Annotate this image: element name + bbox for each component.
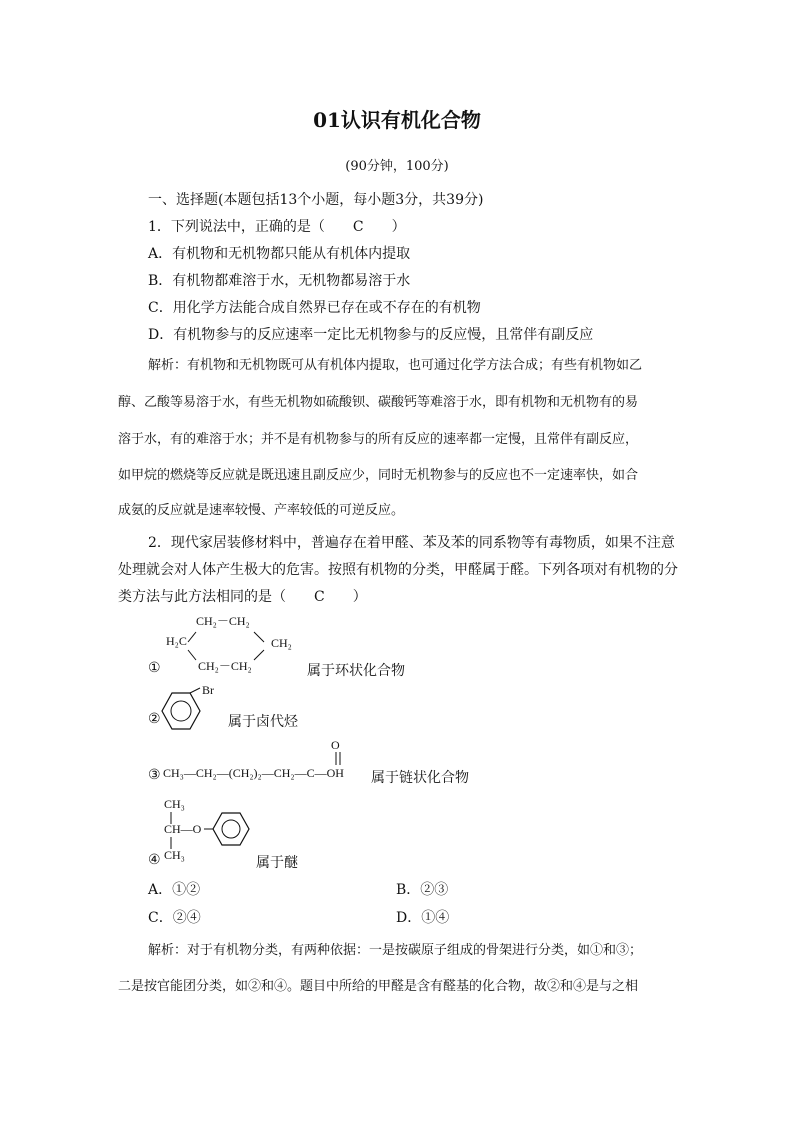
bromine-substituent: Br <box>202 683 214 697</box>
q2-stem-line: 2．现代家居装修材料中，普遍存在着甲醛、苯及苯的同系物等有毒物质，如果不注意 <box>148 535 675 551</box>
ether-ch3-bottom: CH₃ <box>164 848 185 862</box>
item-3-formula: CH₃—CH₂—(CH₂)₂—CH₂—C—OH <box>163 766 344 780</box>
analysis-label: 解析 <box>148 358 175 373</box>
q1-analysis-line: 解析：有机物和无机物既可从有机体内提取，也可通过化学方法合成；有些有机物如乙 <box>148 358 643 373</box>
item-2-number: ② <box>148 711 161 727</box>
item-4-label: 属于醚 <box>256 855 298 871</box>
q2-analysis-line: 二是按官能团分类，如②和④。题目中所给的甲醛是含有醛基的化合物，故②和④是与之相 <box>118 979 639 994</box>
carbonyl-double-bond <box>334 752 344 766</box>
q2-stem-line: 处理就会对人体产生极大的危害。按照有机物的分类，甲醛属于醛。下列各项对有机物的分 <box>118 562 678 578</box>
item-3-label: 属于链状化合物 <box>371 770 469 786</box>
q1-option-b: B．有机物都难溶于水，无机物都易溶于水 <box>148 273 411 289</box>
q2-option-b: B．②③ <box>396 882 449 898</box>
benzene-ring-icon <box>160 692 210 732</box>
q1-analysis-line: 溶于水，有的难溶于水；并不是有机物参与的所有反应的速率都一定慢，且常伴有副反应， <box>118 432 639 447</box>
item-4-number: ④ <box>148 852 161 868</box>
benzene-ring-icon <box>204 812 264 846</box>
ring-top-formula: CH₂－CH₂ <box>196 614 250 628</box>
item-3-number: ③ <box>148 767 161 783</box>
ether-ch3-top: CH₃ <box>164 797 185 811</box>
q1-analysis-line: 醇、乙酸等易溶于水，有些无机物如硫酸钡、碳酸钙等难溶于水，即有机物和无机物有的易 <box>118 395 639 410</box>
q1-stem: 1．下列说法中，正确的是（ C ） <box>148 219 406 235</box>
cyclohexane-bonds <box>180 620 280 670</box>
q1-option-c: C．用化学方法能合成自然界已存在或不存在的有机物 <box>148 300 481 316</box>
section-heading: 一、选择题(本题包括13个小题，每小题3分，共39分) <box>148 192 484 208</box>
ring-left-formula: H₂C <box>166 634 187 648</box>
q1-analysis-line: 如甲烷的燃烧等反应就是既迅速且副反应少，同时无机物参与的反应也不一定速率快，如合 <box>118 468 639 483</box>
analysis-label: 解析 <box>148 943 175 958</box>
page-title: 01认识有机化合物 <box>313 108 481 132</box>
q1-option-a: A．有机物和无机物都只能从有机体内提取 <box>148 246 411 262</box>
q2-stem-line: 类方法与此方法相同的是（ C ） <box>118 589 367 605</box>
time-score-note: (90分钟，100分) <box>345 159 449 174</box>
ring-right-formula: CH₂ <box>271 636 292 650</box>
ether-ch-o: CH—O <box>164 822 202 836</box>
q1-option-d: D．有机物参与的反应速率一定比无机物参与的反应慢，且常伴有副反应 <box>148 327 594 343</box>
carbonyl-oxygen: O <box>331 738 340 752</box>
item-2-label: 属于卤代烃 <box>228 714 298 730</box>
q1-analysis-line: 成氨的反应就是速率较慢、产率较低的可逆反应。 <box>118 503 405 518</box>
ring-bottom-formula: CH₂－CH₂ <box>198 659 252 673</box>
q2-option-a: A．①② <box>148 882 201 898</box>
q2-option-d: D．①④ <box>396 910 450 926</box>
q2-analysis-line: 解析：对于有机物分类，有两种依据：一是按碳原子组成的骨架进行分类，如①和③； <box>148 943 643 958</box>
q2-option-c: C．②④ <box>148 910 201 926</box>
item-1-label: 属于环状化合物 <box>307 663 405 679</box>
item-1-number: ① <box>148 660 161 676</box>
